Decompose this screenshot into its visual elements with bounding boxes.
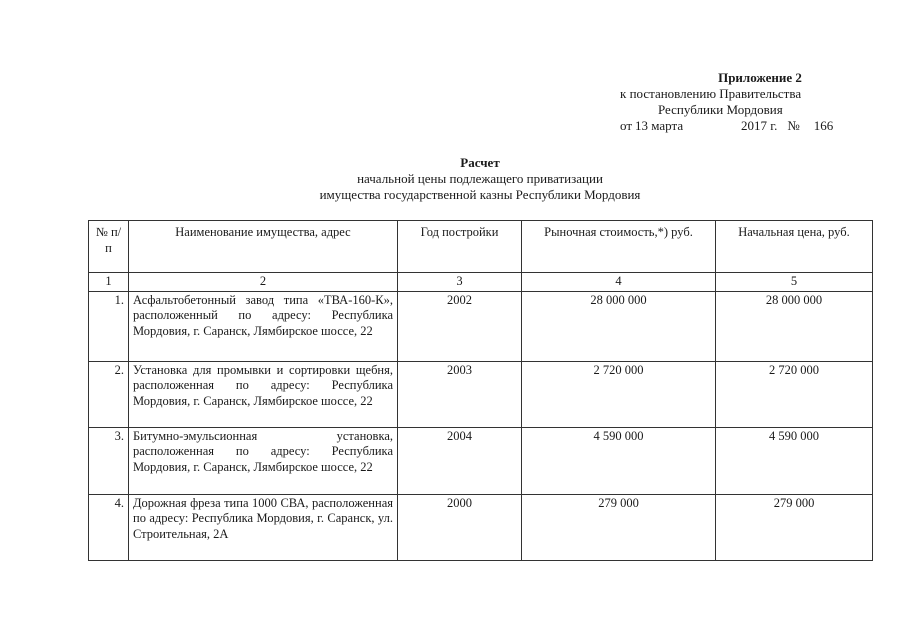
build-year: 2000 <box>398 494 522 560</box>
column-number: 4 <box>522 273 716 292</box>
start-price: 28 000 000 <box>716 291 873 361</box>
header-start-price: Начальная цена, руб. <box>716 221 873 273</box>
document-subtitle-2: имущества государственной казны Республики Мордовия <box>319 187 641 202</box>
column-number: 3 <box>398 273 522 292</box>
row-number: 3. <box>89 427 129 494</box>
valuation-table <box>88 220 873 561</box>
property-name: Асфальтобетонный завод типа «ТВА-160-К», расположенный по адресу: Республика Мордовия, г. Саранск, Лямбирское шоссе, 22 <box>129 291 398 361</box>
property-name: Установка для промывки и сортировки щебня, расположенная по адресу: Республика Мордовия, г. Саранск, Лямбирское шоссе, 22 <box>129 361 398 427</box>
column-number: 2 <box>129 273 398 292</box>
build-year: 2003 <box>398 361 522 427</box>
row-number: 2. <box>89 361 129 427</box>
start-price: 279 000 <box>716 494 873 560</box>
market-value: 279 000 <box>522 494 716 560</box>
property-name: Битумно-эмульсионная установка, расположенная по адресу: Республика Мордовия, г. Саранск, Лямбирское шоссе, 22 <box>129 427 398 494</box>
row-number: 1. <box>89 291 129 361</box>
table-header-row <box>89 221 873 273</box>
start-price: 2 720 000 <box>716 361 873 427</box>
table-row <box>89 361 873 427</box>
document-title: Расчет <box>460 155 500 170</box>
header-market-value: Рыночная стоимость,*) руб. <box>522 221 716 273</box>
column-number-row <box>89 273 873 292</box>
column-number: 1 <box>89 273 129 292</box>
build-year: 2002 <box>398 291 522 361</box>
market-value: 28 000 000 <box>522 291 716 361</box>
date-prefix: от <box>620 118 633 133</box>
table-row <box>89 427 873 494</box>
date-value: 13 марта <box>635 118 684 133</box>
build-year: 2004 <box>398 427 522 494</box>
row-number: 4. <box>89 494 129 560</box>
appendix-line-1: к постановлению Правительства <box>620 86 802 101</box>
column-number: 5 <box>716 273 873 292</box>
header-name: Наименование имущества, адрес <box>129 221 398 273</box>
start-price: 4 590 000 <box>716 427 873 494</box>
decree-number: 166 <box>813 118 834 133</box>
market-value: 4 590 000 <box>522 427 716 494</box>
appendix-date-line <box>620 118 860 134</box>
header-year: Год постройки <box>398 221 522 273</box>
header-number: № п/п <box>89 221 129 273</box>
date-year: 2017 г. <box>741 118 778 133</box>
appendix-title: Приложение 2 <box>718 70 802 85</box>
market-value: 2 720 000 <box>522 361 716 427</box>
number-sign: № <box>787 118 800 133</box>
appendix-block <box>620 70 860 134</box>
table-row <box>89 291 873 361</box>
table-row <box>89 494 873 560</box>
appendix-line-2: Республики Мордовия <box>658 102 783 117</box>
document-subtitle-1: начальной цены подлежащего приватизации <box>357 171 603 186</box>
property-name: Дорожная фреза типа 1000 СВА, расположенная по адресу: Республика Мордовия, г. Саранск, ул. Строительная, 2А <box>129 494 398 560</box>
document-heading <box>85 155 875 203</box>
